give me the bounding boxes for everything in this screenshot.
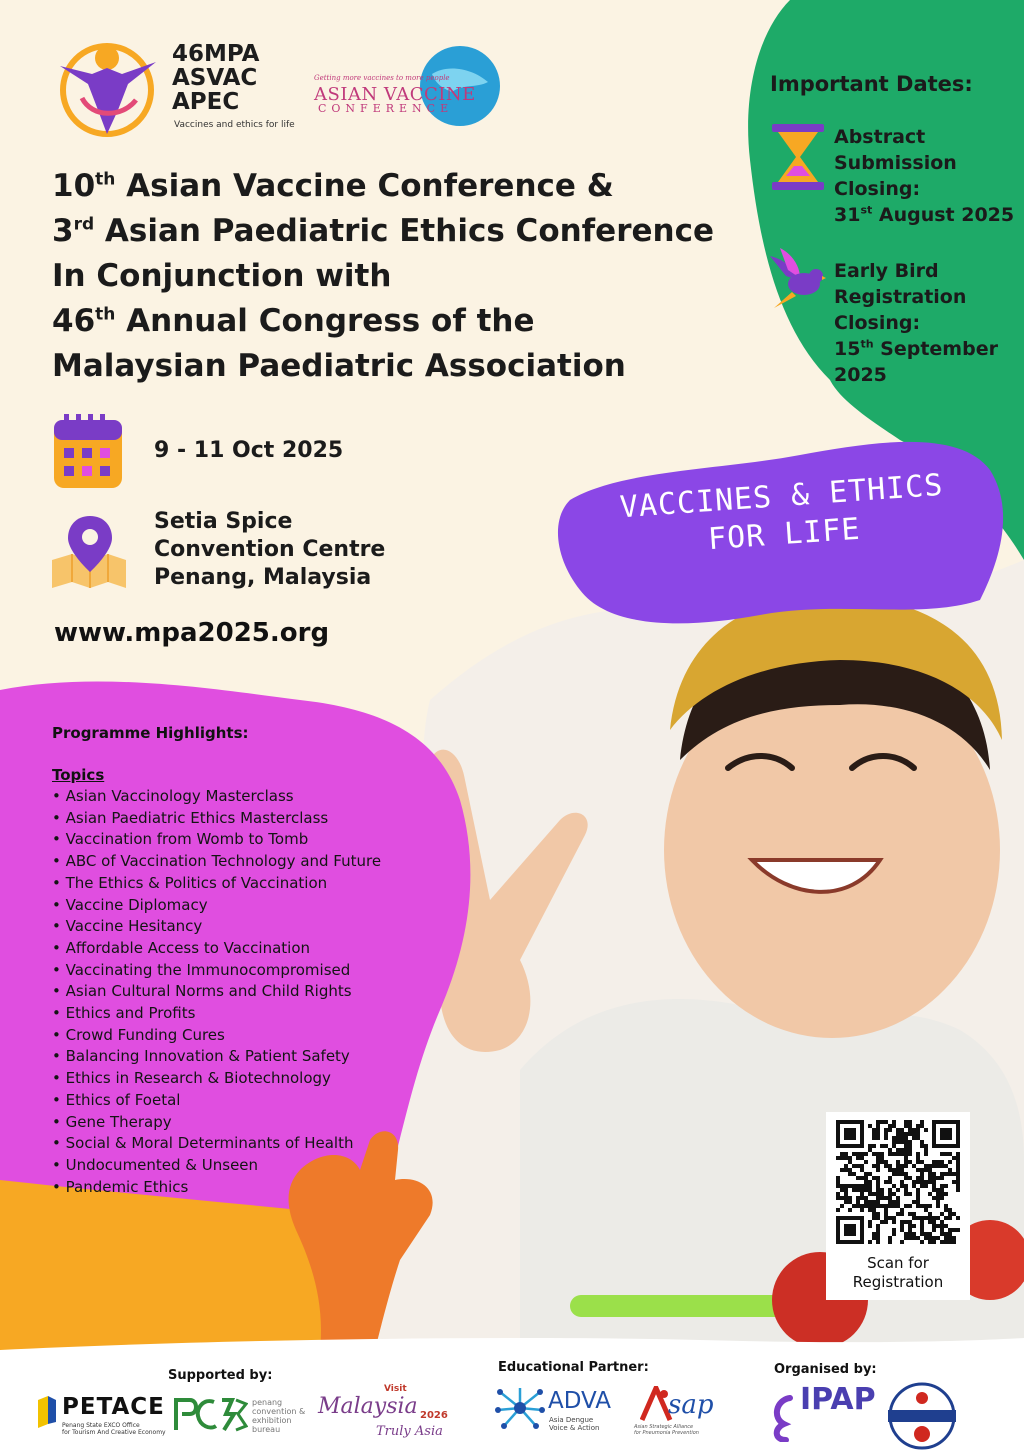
mpa-line-3: APEC <box>172 89 240 115</box>
qr-registration-card[interactable] <box>826 1112 970 1300</box>
adva-sub-line-2: Voice & Action <box>549 1424 600 1432</box>
topic-item: • Ethics and Profits <box>52 1003 381 1025</box>
pceb-sub-line: exhibition <box>252 1416 292 1425</box>
website-link[interactable]: www.mpa2025.org <box>54 618 330 648</box>
conference-title <box>52 164 742 389</box>
asvac-sub: CONFERENCE <box>318 102 454 115</box>
mpa-line-2: ASVAC <box>172 65 258 91</box>
bird-icon <box>766 246 826 312</box>
topics-heading: Topics <box>52 766 105 784</box>
venue-line-3: Penang, Malaysia <box>154 565 372 590</box>
topic-item: • Asian Paediatric Ethics Masterclass <box>52 808 381 830</box>
topic-item: • The Ethics & Politics of Vaccination <box>52 873 381 895</box>
topic-item: • Ethics in Research & Biotechnology <box>52 1068 381 1090</box>
qr-label <box>826 1254 970 1292</box>
topic-item: • Vaccine Diplomacy <box>52 895 381 917</box>
asvac-name: ASIAN VACCINE <box>314 84 476 105</box>
topic-item: • Asian Vaccinology Masterclass <box>52 786 381 808</box>
important-dates-heading: Important Dates: <box>770 72 973 96</box>
event-venue <box>154 508 385 592</box>
qr-code-icon[interactable] <box>836 1120 960 1244</box>
topic-item: • Social & Moral Determinants of Health <box>52 1133 381 1155</box>
hourglass-icon <box>772 124 824 190</box>
title-line-1: 10th Asian Vaccine Conference & <box>52 168 614 204</box>
venue-line-1: Setia Spice <box>154 509 293 534</box>
adva-sub-line-1: Asia Dengue <box>549 1416 594 1424</box>
topic-item: • Balancing Innovation & Patient Safety <box>52 1046 381 1068</box>
ipap-name: IPAP <box>800 1382 876 1417</box>
title-line-2: 3rd Asian Paediatric Ethics Conference <box>52 213 714 249</box>
map-pin-icon <box>50 514 128 590</box>
topic-item: • Ethics of Foetal <box>52 1090 381 1112</box>
qr-label-line-2: Registration <box>852 1273 944 1291</box>
mpa-logo-text <box>172 42 259 114</box>
slogan-line-1: VACCINES & ETHICS <box>618 467 945 526</box>
earlybird-line-2: Registration <box>834 286 967 308</box>
earlybird-line-1: Early Bird <box>834 260 939 282</box>
mpa-logo-icon <box>52 38 162 138</box>
earlybird-deadline <box>834 258 1024 388</box>
calendar-icon <box>52 414 124 490</box>
asvac-tagline: Getting more vaccines to more people <box>314 74 450 82</box>
topic-item: • Vaccination from Womb to Tomb <box>52 829 381 851</box>
abstract-line-2: Submission <box>834 152 957 174</box>
title-line-3: In Conjunction with <box>52 258 392 294</box>
topic-item: • Gene Therapy <box>52 1112 381 1134</box>
truly-asia: Truly Asia <box>376 1424 443 1439</box>
earlybird-year: 2025 <box>834 364 887 386</box>
topic-item: • Asian Cultural Norms and Child Rights <box>52 981 381 1003</box>
persatuan-pediatrik-logo-icon <box>884 1382 960 1450</box>
educational-partner-label: Educational Partner: <box>498 1360 649 1375</box>
asap-sub-line-2: for Pneumonia Prevention <box>634 1430 699 1436</box>
topic-item: • Crowd Funding Cures <box>52 1025 381 1047</box>
topic-item: • Pandemic Ethics <box>52 1177 381 1199</box>
abstract-deadline <box>834 124 1024 228</box>
qr-label-line-1: Scan for <box>867 1254 929 1272</box>
topic-item: • ABC of Vaccination Technology and Future <box>52 851 381 873</box>
earlybird-line-3: Closing: <box>834 312 921 334</box>
petace-sub-line-2: for Tourism And Creative Economy <box>62 1429 166 1436</box>
event-date: 9 - 11 Oct 2025 <box>154 438 344 463</box>
slogan-line-2: FOR LIFE <box>707 511 862 558</box>
petace-sub <box>62 1422 166 1436</box>
abstract-line-1: Abstract <box>834 126 926 148</box>
pceb-sub-line: penang <box>252 1398 283 1407</box>
visit-malaysia-year: 2026 <box>420 1410 448 1421</box>
title-line-5: Malaysian Paediatric Association <box>52 348 626 384</box>
topic-item: • Vaccine Hesitancy <box>52 916 381 938</box>
adva-logo-icon <box>494 1386 546 1430</box>
asap-sub-line-1: Asian Strategic Alliance <box>634 1424 694 1430</box>
abstract-date: 31st August 2025 <box>834 203 1015 226</box>
topic-item: • Undocumented & Unseen <box>52 1155 381 1177</box>
adva-sub <box>549 1416 599 1432</box>
pceb-sub <box>252 1398 305 1434</box>
topic-item: • Affordable Access to Vaccination <box>52 938 381 960</box>
abstract-line-3: Closing: <box>834 178 921 200</box>
topics-list <box>52 786 381 1198</box>
asap-name: sap <box>668 1390 714 1420</box>
asap-sub <box>634 1424 699 1436</box>
petace-logo-icon <box>36 1394 58 1428</box>
petace-sub-line-1: Penang State EXCO Office <box>62 1422 140 1429</box>
adva-name: ADVA <box>548 1388 612 1414</box>
mpa-tagline: Vaccines and ethics for life <box>174 120 295 130</box>
petace-name: PETACE <box>62 1394 165 1420</box>
supported-by-label: Supported by: <box>168 1368 273 1383</box>
pceb-sub-line: bureau <box>252 1425 281 1434</box>
visit-word: Visit <box>384 1384 407 1394</box>
pceb-sub-line: convention & <box>252 1407 306 1416</box>
pceb-logo-icon <box>174 1396 248 1432</box>
earlybird-date: 15th September <box>834 337 998 360</box>
mpa-line-1: 46MPA <box>172 41 260 67</box>
venue-line-2: Convention Centre <box>154 537 386 562</box>
topic-item: • Vaccinating the Immunocompromised <box>52 960 381 982</box>
organised-by-label: Organised by: <box>774 1362 877 1377</box>
programme-heading: Programme Highlights: <box>52 724 249 742</box>
ipap-logo-icon <box>770 1394 804 1442</box>
visit-malaysia-logo: Malaysia <box>318 1394 418 1419</box>
green-straw <box>570 1295 800 1317</box>
title-line-4: 46th Annual Congress of the <box>52 303 535 339</box>
